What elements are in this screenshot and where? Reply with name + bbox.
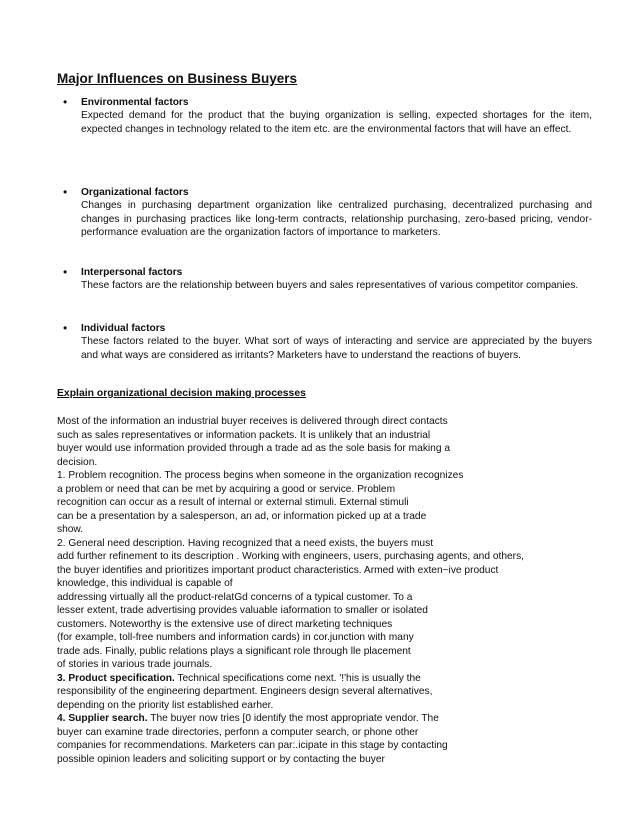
bullet-environmental — [57, 96, 592, 136]
text-line: recognition can occur as a result of internal or external stimuli. External stimuli — [57, 497, 409, 508]
text-line: can be a presentation by a salesperson, an ad, or information picked up at a trade — [57, 510, 427, 522]
bullet-organizational — [57, 186, 592, 240]
text-line: customers. Noteworthy is the extensive use of direct marketing techniques — [57, 618, 393, 630]
bullet-text: These factors are the relationship between buyers and sales representatives of various competitor companies. — [81, 280, 579, 292]
text-line: knowledge, this individual is capable of — [57, 578, 233, 589]
step-3-text: Technical specifications come next. '!'his is usually the — [174, 672, 421, 684]
text-line: Most of the information an industrial buyer receives is delivered through direct contacts — [57, 416, 448, 427]
bullet-dot-icon: • — [63, 265, 68, 279]
text-line: 1. Problem recognition. The process begins when someone in the organization recognizes — [57, 470, 464, 481]
bullet-text: Changes in purchasing department organization like centralized purchasing, decentralized purchasing and changes in purchasing practices like long-term contracts, relationship purchasing, zero-based pricing, vendor-performance evaluation are the organization factors of importance to marketers. — [81, 200, 592, 239]
bullet-interpersonal — [57, 266, 592, 293]
bullet-text: These factors related to the buyer. What sort of ways of interacting and service are appreciated by the buyers and what ways are considered as irritants? Marketers have to understand the reactions of buyers. — [81, 336, 592, 361]
text-line: add further refinement to its description . Working with engineers, users, purchasing agents, and others, — [57, 551, 524, 562]
text-line: 2. General need description. Having recognized that a need exists, the buyers must — [57, 537, 434, 549]
text-line: trade ads. Finally, public relations plays a significant role through lle placement — [57, 645, 411, 657]
text-line: such as sales representatives or information packets. It is unlikely that an industrial — [57, 429, 431, 441]
text-line: depending on the priority list established earher. — [57, 699, 274, 711]
bullet-title: Organizational factors — [81, 187, 189, 198]
bullet-text: Expected demand for the product that the buying organization is selling, expected shortages for the item, expected changes in technology related to the item etc. are the environmental factors that will have an effect. — [81, 110, 592, 135]
text-line: of stories in various trade journals. — [57, 659, 213, 670]
bullet-title: Interpersonal factors — [81, 267, 183, 278]
step-3-line — [57, 672, 597, 686]
section-heading: Explain organizational decision making processes — [57, 388, 306, 399]
bullet-dot-icon: • — [63, 321, 68, 335]
text-line: show. — [57, 524, 84, 535]
text-line: addressing virtually all the product-relatGd concerns of a typical customer. To a — [57, 591, 413, 603]
text-line: buyer can examine trade directories, perfonn a computer search, or phone other — [57, 726, 419, 738]
body-text — [57, 415, 597, 766]
step-4-line — [57, 712, 597, 726]
bullet-dot-icon: • — [63, 95, 68, 109]
text-line: the buyer identifies and prioritizes important product characteristics. Armed with exten~ive product — [57, 564, 499, 576]
bullet-dot-icon: • — [63, 185, 68, 199]
text-line: possible opinion leaders and soliciting support or by contacting the buyer — [57, 753, 385, 765]
bullet-title: Environmental factors — [81, 97, 189, 108]
step-4-text: The buyer now tries [0 identify the most appropriate vendor. The — [147, 713, 439, 724]
bullet-title: Individual factors — [81, 323, 166, 334]
text-line: decision. — [57, 456, 98, 468]
step-3-label: 3. Product specification. — [57, 672, 175, 684]
text-line: companies for recommendations. Marketers can par:.icipate in this stage by contacting — [57, 740, 448, 751]
text-line: responsibility of the engineering department. Engineers design several alternatives, — [57, 686, 433, 697]
text-line: lesser extent, trade advertising provides valuable iaformation to smaller or isolated — [57, 605, 428, 616]
step-4-label: 4. Supplier search. — [57, 713, 148, 724]
text-line: (for example, toll-free numbers and information cards) in cor.junction with many — [57, 632, 414, 643]
text-line: buyer would use information provided through a trade ad as the sole basis for making a — [57, 443, 451, 454]
text-line: a problem or need that can be met by acquiring a good or service. Problem — [57, 483, 396, 495]
page-title: Major Influences on Business Buyers — [57, 71, 298, 86]
bullet-individual — [57, 322, 592, 362]
